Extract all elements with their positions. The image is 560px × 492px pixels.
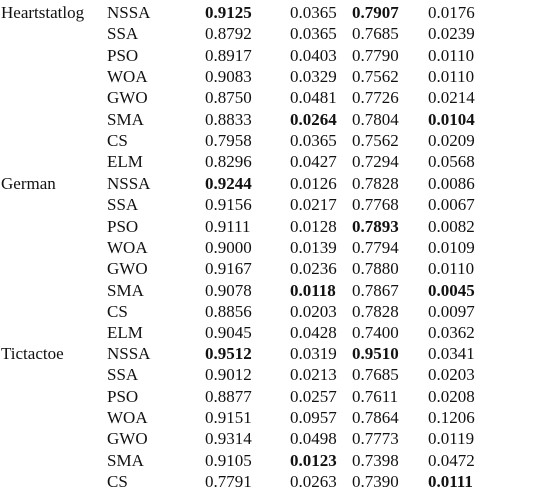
table-row (0, 387, 560, 407)
metric-value: 0.7685 (352, 365, 399, 385)
metric-value: 0.9156 (205, 195, 252, 215)
metric-value: 0.0203 (290, 301, 337, 321)
algorithm-label: WOA (107, 407, 148, 427)
metric-value: 0.8856 (205, 301, 252, 321)
metric-value: 0.7390 (352, 471, 399, 491)
metric-value: 0.7398 (352, 450, 399, 470)
metric-value: 0.0239 (428, 24, 475, 44)
table-row (0, 429, 560, 449)
metric-value: 0.0213 (290, 365, 337, 385)
metric-value: 0.0472 (428, 450, 475, 470)
metric-value: 0.7804 (352, 109, 399, 129)
metric-value: 0.9083 (205, 66, 252, 86)
metric-value: 0.9151 (205, 407, 252, 427)
metric-value: 0.0123 (290, 450, 337, 470)
metric-value: 0.0118 (290, 280, 336, 300)
algorithm-label: SMA (107, 450, 144, 470)
metric-value: 0.0119 (428, 429, 475, 449)
metric-value: 0.8296 (205, 152, 252, 172)
table-row (0, 302, 560, 322)
metric-value: 0.0481 (290, 88, 337, 108)
metric-value: 0.0208 (428, 386, 475, 406)
metric-value: 0.0957 (290, 407, 337, 427)
metric-value: 0.0086 (428, 174, 475, 193)
metric-value: 0.7790 (352, 45, 399, 65)
metric-value: 0.8750 (205, 88, 252, 108)
metric-value: 0.9167 (205, 259, 252, 279)
table-row (0, 3, 560, 23)
metric-value: 0.0403 (290, 45, 337, 65)
algorithm-label: SSA (107, 195, 139, 215)
algorithm-label: CS (107, 130, 128, 150)
metric-value: 0.0214 (428, 88, 475, 108)
table-row (0, 323, 560, 343)
table-row (0, 67, 560, 87)
algorithm-label: WOA (107, 66, 148, 86)
metric-value: 0.7880 (352, 259, 399, 279)
algorithm-label: SSA (107, 365, 139, 385)
metric-value: 0.9000 (205, 237, 252, 257)
dataset-label: German (1, 174, 56, 193)
metric-value: 0.9244 (205, 174, 252, 193)
metric-value: 0.0203 (428, 365, 475, 385)
algorithm-label: SMA (107, 280, 144, 300)
table-row (0, 408, 560, 428)
metric-value: 0.7828 (352, 301, 399, 321)
algorithm-label: PSO (107, 216, 139, 236)
metric-value: 0.0498 (290, 429, 337, 449)
algorithm-label: ELM (107, 323, 143, 343)
metric-value: 0.0341 (428, 344, 475, 363)
metric-value: 0.0263 (290, 471, 337, 491)
table-row (0, 152, 560, 172)
metric-value: 0.9105 (205, 450, 252, 470)
metric-value: 0.0109 (428, 237, 475, 257)
metric-value: 0.0257 (290, 386, 337, 406)
metric-value: 0.0111 (428, 471, 473, 491)
metric-value: 0.1206 (428, 407, 475, 427)
metric-value: 0.9045 (205, 323, 252, 343)
metric-value: 0.9012 (205, 365, 252, 385)
algorithm-label: CS (107, 471, 128, 491)
table-row (0, 344, 560, 364)
metric-value: 0.7864 (352, 407, 399, 427)
metric-value: 0.0128 (290, 216, 337, 236)
metric-value: 0.7611 (352, 386, 399, 406)
metric-value: 0.0067 (428, 195, 475, 215)
algorithm-label: GWO (107, 88, 148, 108)
algorithm-label: PSO (107, 386, 139, 406)
metric-value: 0.7794 (352, 237, 399, 257)
metric-value: 0.0110 (428, 66, 475, 86)
metric-value: 0.9512 (205, 344, 252, 363)
table-row (0, 238, 560, 258)
metric-value: 0.7958 (205, 130, 252, 150)
algorithm-label: NSSA (107, 344, 151, 363)
metric-value: 0.0428 (290, 323, 337, 343)
algorithm-label: PSO (107, 45, 139, 65)
metric-value: 0.0104 (428, 109, 475, 129)
table-row (0, 195, 560, 215)
metric-value: 0.0139 (290, 237, 337, 257)
metric-value: 0.7768 (352, 195, 399, 215)
metric-value: 0.0264 (290, 109, 337, 129)
metric-value: 0.0126 (290, 174, 337, 193)
metric-value: 0.7685 (352, 24, 399, 44)
metric-value: 0.8917 (205, 45, 252, 65)
algorithm-label: ELM (107, 152, 143, 172)
table-row (0, 24, 560, 44)
metric-value: 0.0176 (428, 3, 475, 22)
metric-value: 0.7562 (352, 130, 399, 150)
metric-value: 0.7726 (352, 88, 399, 108)
metric-value: 0.0365 (290, 130, 337, 150)
metric-value: 0.7828 (352, 174, 399, 193)
algorithm-label: SSA (107, 24, 139, 44)
metric-value: 0.8833 (205, 109, 252, 129)
metric-value: 0.0236 (290, 259, 337, 279)
metric-value: 0.0209 (428, 130, 475, 150)
metric-value: 0.0110 (428, 259, 475, 279)
table-row (0, 259, 560, 279)
table-row (0, 46, 560, 66)
metric-value: 0.7867 (352, 280, 399, 300)
metric-value: 0.0427 (290, 152, 337, 172)
metric-value: 0.0568 (428, 152, 475, 172)
algorithm-label: SMA (107, 109, 144, 129)
algorithm-label: NSSA (107, 3, 151, 22)
metric-value: 0.0082 (428, 216, 475, 236)
metric-value: 0.7400 (352, 323, 399, 343)
metric-value: 0.7773 (352, 429, 399, 449)
metric-value: 0.0365 (290, 24, 337, 44)
metric-value: 0.8877 (205, 386, 252, 406)
metric-value: 0.7893 (352, 216, 399, 236)
table-row (0, 110, 560, 130)
metric-value: 0.9510 (352, 344, 399, 363)
table-row (0, 451, 560, 471)
metric-value: 0.0362 (428, 323, 475, 343)
algorithm-label: GWO (107, 429, 148, 449)
table-row (0, 281, 560, 301)
table-row (0, 131, 560, 151)
metric-value: 0.9314 (205, 429, 252, 449)
algorithm-label: GWO (107, 259, 148, 279)
metric-value: 0.9125 (205, 3, 252, 22)
metric-value: 0.7294 (352, 152, 399, 172)
metric-value: 0.9078 (205, 280, 252, 300)
table-row (0, 365, 560, 385)
table-row (0, 174, 560, 194)
algorithm-label: WOA (107, 237, 148, 257)
metric-value: 0.0329 (290, 66, 337, 86)
metric-value: 0.0110 (428, 45, 475, 65)
metric-value: 0.7562 (352, 66, 399, 86)
metric-value: 0.0217 (290, 195, 337, 215)
table-row (0, 217, 560, 237)
table-row (0, 88, 560, 108)
metric-value: 0.8792 (205, 24, 252, 44)
algorithm-label: CS (107, 301, 128, 321)
metric-value: 0.0045 (428, 280, 475, 300)
metric-value: 0.9111 (205, 216, 251, 236)
algorithm-label: NSSA (107, 174, 151, 193)
metric-value: 0.0365 (290, 3, 337, 22)
metric-value: 0.7907 (352, 3, 399, 22)
metric-value: 0.0319 (290, 344, 337, 363)
metric-value: 0.7791 (205, 471, 252, 491)
dataset-label: Tictactoe (1, 344, 64, 363)
table-row (0, 472, 560, 492)
metric-value: 0.0097 (428, 301, 475, 321)
dataset-label: Heartstatlog (1, 3, 85, 22)
